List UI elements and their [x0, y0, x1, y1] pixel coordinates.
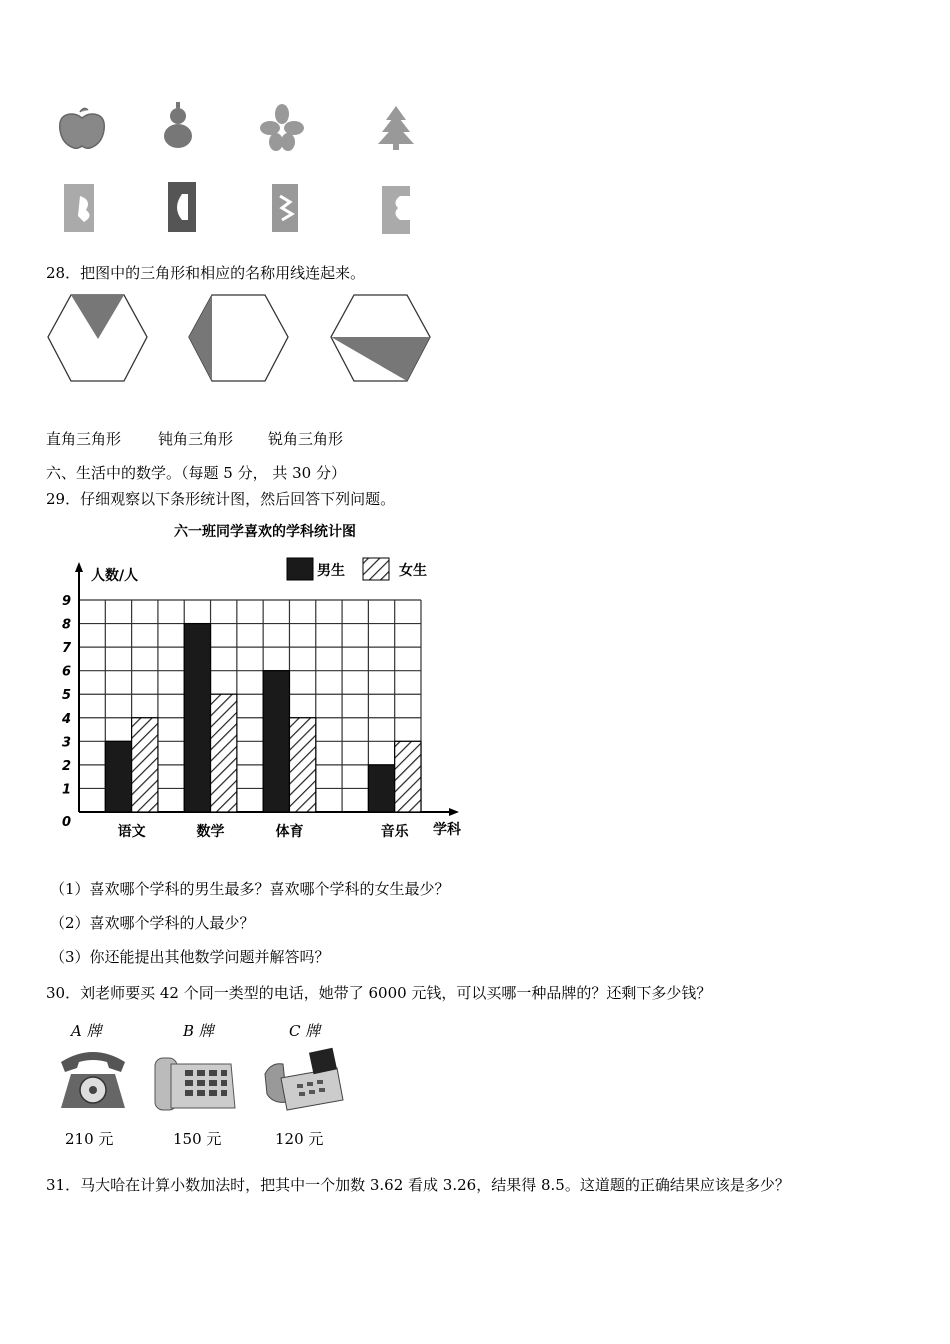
phone-option-c	[261, 1018, 351, 1148]
fax-phone-icon	[261, 1044, 345, 1116]
triangle-name-right: 直角三角形	[46, 430, 122, 448]
question-29: 29．仔细观察以下条形统计图，然后回答下列问题。	[46, 490, 396, 508]
question-31: 31．马大哈在计算小数加法时，把其中一个加数 3.62 看成 3.26，结果得 8.5。这道题的正确结果应该是多少？	[46, 1176, 790, 1194]
question-29-part-3: （3）你还能提出其他数学问题并解答吗？	[50, 948, 330, 966]
folded-paper-3-icon	[272, 184, 298, 232]
y-tick-label: 9	[61, 594, 71, 609]
question-29-part-1: （1）喜欢哪个学科的男生最多？喜欢哪个学科的女生最少？	[50, 880, 450, 898]
question-29-part-2: （2）喜欢哪个学科的人最少？	[50, 914, 255, 932]
y-tick-label: 2	[61, 758, 71, 774]
y-axis-label: 人数/人	[91, 568, 139, 584]
paper-cutting-figure	[50, 100, 450, 240]
triangle-name-acute: 锐角三角形	[268, 430, 344, 448]
question-30: 30．刘老师要买 42 个同一类型的电话，她带了 6000 元钱，可以买哪一种品牌的？还剩下多少钱？	[46, 984, 712, 1002]
y-tick-label: 1	[61, 782, 71, 798]
x-tick-label: 体育	[275, 824, 304, 840]
question-28: 28．把图中的三角形和相应的名称用线连起来。	[46, 264, 366, 282]
legend-label-girls: 女生	[399, 563, 427, 579]
triangle-name-obtuse: 钝角三角形	[158, 430, 234, 448]
rotary-phone-icon	[55, 1044, 131, 1116]
y-tick-label: 5	[61, 688, 71, 704]
hexagon-2	[189, 295, 288, 381]
x-tick-label: 数学	[196, 824, 225, 840]
phone-price-a: 210 元	[65, 1130, 114, 1148]
flower-shape-icon	[260, 104, 304, 151]
y-tick-label: 0	[61, 815, 71, 830]
hexagon-3	[331, 295, 430, 381]
folded-paper-2-icon	[168, 182, 196, 232]
phone-option-b	[153, 1018, 243, 1148]
legend-label-boys: 男生	[317, 563, 345, 579]
hexagon-1	[48, 295, 147, 381]
y-axis-arrow	[75, 562, 83, 572]
phone-option-a	[55, 1018, 145, 1148]
y-tick-label: 3	[61, 735, 71, 751]
x-tick-label: 语文	[117, 824, 146, 840]
phone-brand-c: C 牌	[289, 1022, 321, 1040]
subject-bar-chart	[55, 520, 475, 850]
x-tick-label: 音乐	[380, 824, 409, 840]
bar-girls	[395, 741, 421, 812]
legend-swatch-girls	[363, 558, 389, 580]
phone-brand-a: A 牌	[71, 1022, 102, 1040]
phone-price-c: 120 元	[275, 1130, 324, 1148]
bar-boys	[263, 671, 289, 812]
y-tick-label: 8	[61, 617, 71, 633]
section-6-heading: 六、生活中的数学。（每题 5 分， 共 30 分）	[46, 464, 346, 482]
phone-price-b: 150 元	[173, 1130, 222, 1148]
bar-boys	[368, 765, 394, 812]
legend-swatch-boys	[287, 558, 313, 580]
tree-shape-icon	[378, 106, 414, 150]
phone-brand-b: B 牌	[183, 1022, 214, 1040]
hexagon-triangles-figure	[46, 292, 446, 387]
bar-girls	[211, 694, 237, 812]
y-tick-label: 4	[61, 711, 71, 727]
folded-paper-1-icon	[64, 184, 94, 232]
y-tick-label: 7	[61, 641, 71, 657]
phone-options	[55, 1018, 355, 1148]
bar-boys	[184, 624, 210, 812]
y-tick-label: 6	[61, 664, 71, 680]
chart-title: 六一班同学喜欢的学科统计图	[174, 524, 356, 540]
folded-paper-4-icon	[382, 186, 410, 234]
gourd-shape-icon	[164, 102, 192, 148]
keypad-phone-icon	[153, 1044, 237, 1116]
bar-girls	[289, 718, 315, 812]
bar-boys	[105, 741, 131, 812]
bar-girls	[132, 718, 158, 812]
x-axis-label: 学科	[433, 822, 461, 838]
apple-shape-icon	[60, 108, 105, 148]
x-axis-arrow	[449, 808, 459, 816]
